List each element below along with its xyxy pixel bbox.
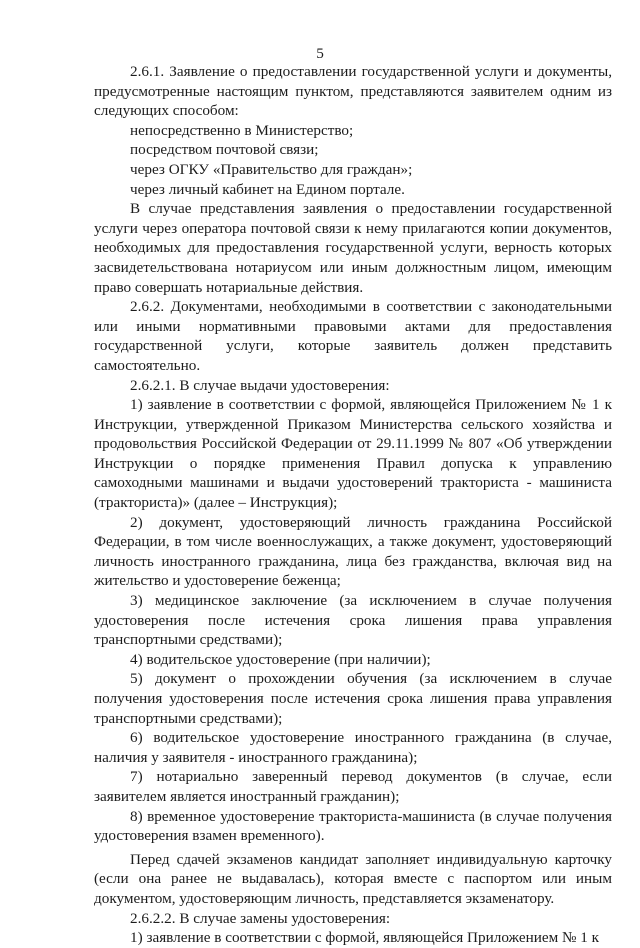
- paragraph-2-6-1: 2.6.1. Заявление о предоставлении государственной услуги и документы, предусмотренные настоящим пунктом, представляются заявителем одним из следующих способом:: [94, 63, 612, 120]
- list-item-ministry: непосредственно в Министерство;: [130, 121, 354, 139]
- list-item-portal: через личный кабинет на Едином портале.: [130, 180, 405, 198]
- page-number: 5: [316, 45, 324, 62]
- list-item-5: 5) документ о прохождении обучения (за исключением в случае получения удостоверения после истечения срока лишения права управления транспортными средствами);: [94, 670, 612, 727]
- list-item-6: 6) водительское удостоверение иностранного гражданина (в случае, наличия у заявителя - иностранного гражданина);: [94, 729, 612, 766]
- list-item-replace-1: 1) заявление в соответствии с формой, являющейся Приложением № 1 к: [130, 929, 600, 947]
- paragraph-postal: В случае представления заявления о предоставлении государственной услуги через оператора почтовой связи к нему прилагаются копии документов, необходимых для предоставления государственной услуги, верность которых засвидетельствована нотариусом или иным должностным лицом, имеющим право совершать нотариальные действия.: [94, 200, 612, 296]
- paragraph-exam: Перед сдачей экзаменов кандидат заполняет индивидуальную карточку (если она ранее не выдавалась), которая вместе с паспортом или иным документом, удостоверяющим личность, представляется экзаменатору.: [94, 850, 612, 907]
- list-item-1: 1) заявление в соответствии с формой, являющейся Приложением № 1 к Инструкции, утвержденной Приказом Министерства сельского хозяйства и продовольствия Российской Федерации от 29.11.1999 № 807 «Об утверждении Инструкции о порядке применения Правил допуска к управлению самоходными машинами и выдачи удостоверений тракториста - машиниста (тракториста)» (далее – Инструкция);: [94, 396, 612, 512]
- list-item-2: 2) документ, удостоверяющий личность гражданина Российской Федерации, в том числе военнослужащих, а также документ, удостоверяющий личность иностранного гражданина, лица без гражданства, включая вид на жительство и удостоверение беженца;: [94, 513, 612, 590]
- document-body: [94, 62, 612, 948]
- list-item-8: 8) временное удостоверение тракториста-машиниста (в случае получения удостоверения взамен временного).: [94, 807, 612, 845]
- list-item-post: посредством почтовой связи;: [130, 141, 319, 159]
- list-item-ogku: через ОГКУ «Правительство для граждан»;: [130, 160, 413, 178]
- list-item-7: 7) нотариально заверенный перевод документов (в случае, если заявителем является иностранный гражданин);: [94, 768, 612, 805]
- paragraph-2-6-2-2: 2.6.2.2. В случае замены удостоверения:: [130, 909, 391, 927]
- paragraph-2-6-2: 2.6.2. Документами, необходимыми в соответствии с законодательными или иными нормативными правовыми актами для предоставления государственной услуги, которые заявитель должен представить самостоятельно.: [94, 298, 612, 374]
- paragraph-2-6-2-1: 2.6.2.1. В случае выдачи удостоверения:: [130, 376, 390, 394]
- list-item-4: 4) водительское удостоверение (при наличии);: [130, 650, 431, 668]
- list-item-3: 3) медицинское заключение (за исключением в случае получения удостоверения после истечения срока лишения права управления транспортными средствами);: [94, 592, 612, 649]
